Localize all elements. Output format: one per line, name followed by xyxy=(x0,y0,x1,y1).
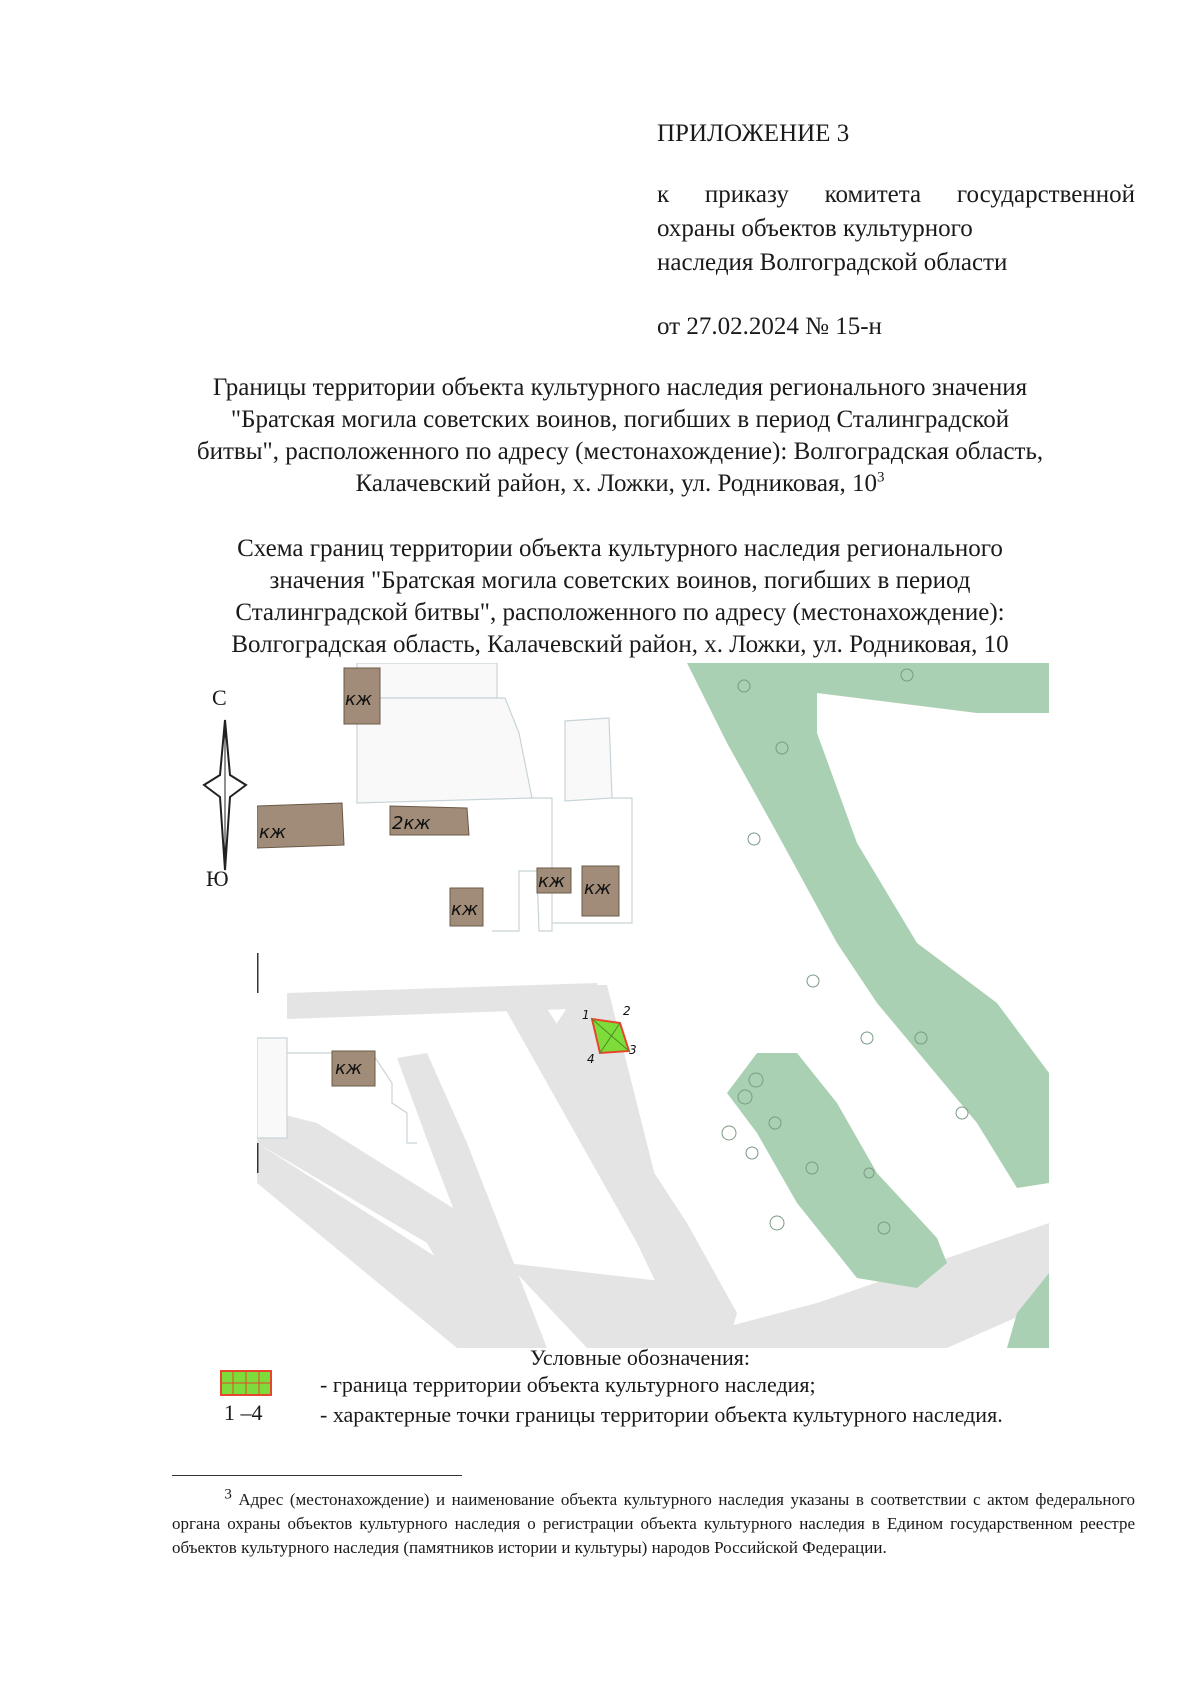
building-label-4: кж xyxy=(451,899,479,920)
point-label-2: 2 xyxy=(623,1004,631,1018)
scheme-title-line-4: Волгоградская область, Калачевский район, х. Ложки, ул. Родниковая, 10 xyxy=(231,631,1009,658)
title-line-2: "Братская могила советских воинов, погибших в период Сталинградской xyxy=(230,406,1010,433)
footnote xyxy=(172,1488,1135,1560)
building-label-6: кж xyxy=(584,878,612,899)
title-last-line: Калачевский район, х. Ложки, ул. Родниковая, 10 xyxy=(355,470,878,497)
order-line-1: к приказу комитета государственной xyxy=(657,181,1135,208)
legend-boundary-swatch-icon xyxy=(220,1370,272,1396)
building-label-1: кж xyxy=(345,689,373,710)
legend-boundary-text: - граница территории объекта культурного наследия; xyxy=(320,1372,816,1397)
title-line-1: Границы территории объекта культурного наследия регионального значения xyxy=(212,374,1028,401)
building-label-2: кж xyxy=(259,822,287,843)
compass-north-label: С xyxy=(212,685,227,710)
point-label-3: 3 xyxy=(629,1043,637,1057)
legend-points-text: - характерные точки границы территории объекта культурного наследия. xyxy=(320,1402,1003,1427)
footnote-divider xyxy=(172,1475,462,1476)
compass-south-label: Ю xyxy=(206,866,229,891)
point-label-1: 1 xyxy=(582,1008,590,1022)
building-label-5: кж xyxy=(538,871,566,892)
scheme-title-line-1: Схема границ территории объекта культурного наследия регионального xyxy=(237,535,1003,562)
scheme-title-line-3: Сталинградской битвы", расположенного по адресу (местонахождение): xyxy=(235,599,1005,626)
building-label-3: 2кж xyxy=(392,813,431,834)
footnote-number: 3 xyxy=(224,1486,232,1503)
appendix-title: ПРИЛОЖЕНИЕ 3 xyxy=(657,120,850,147)
title-line-3: битвы", расположенного по адресу (местонахождение): Волгоградская область, xyxy=(196,438,1044,465)
order-line-3: наследия Волгоградской области xyxy=(657,249,1008,276)
footnote-mark[interactable]: 3 xyxy=(877,469,885,486)
legend-points-label: 1 –4 xyxy=(224,1400,263,1425)
point-label-4: 4 xyxy=(587,1052,595,1066)
legend-title: Условные обозначения: xyxy=(530,1345,751,1370)
footnote-text: Адрес (местонахождение) и наименование объекта культурного наследия указаны в соответствии с актом федерального органа охраны объектов культурного наследия о регистрации объекта культурного наследия в Едином государственном реестре объектов культурного наследия (памятников истории и культуры) народов Российской Федерации. xyxy=(172,1490,1136,1557)
building-label-7: кж xyxy=(335,1058,363,1079)
order-date-number: от 27.02.2024 № 15-н xyxy=(657,313,882,340)
order-line-2: охраны объектов культурного xyxy=(657,215,973,242)
scheme-title-line-2: значения "Братская могила советских воинов, погибших в период xyxy=(269,567,971,594)
title-line-4 xyxy=(100,468,1140,500)
map-scheme xyxy=(257,663,1049,1348)
